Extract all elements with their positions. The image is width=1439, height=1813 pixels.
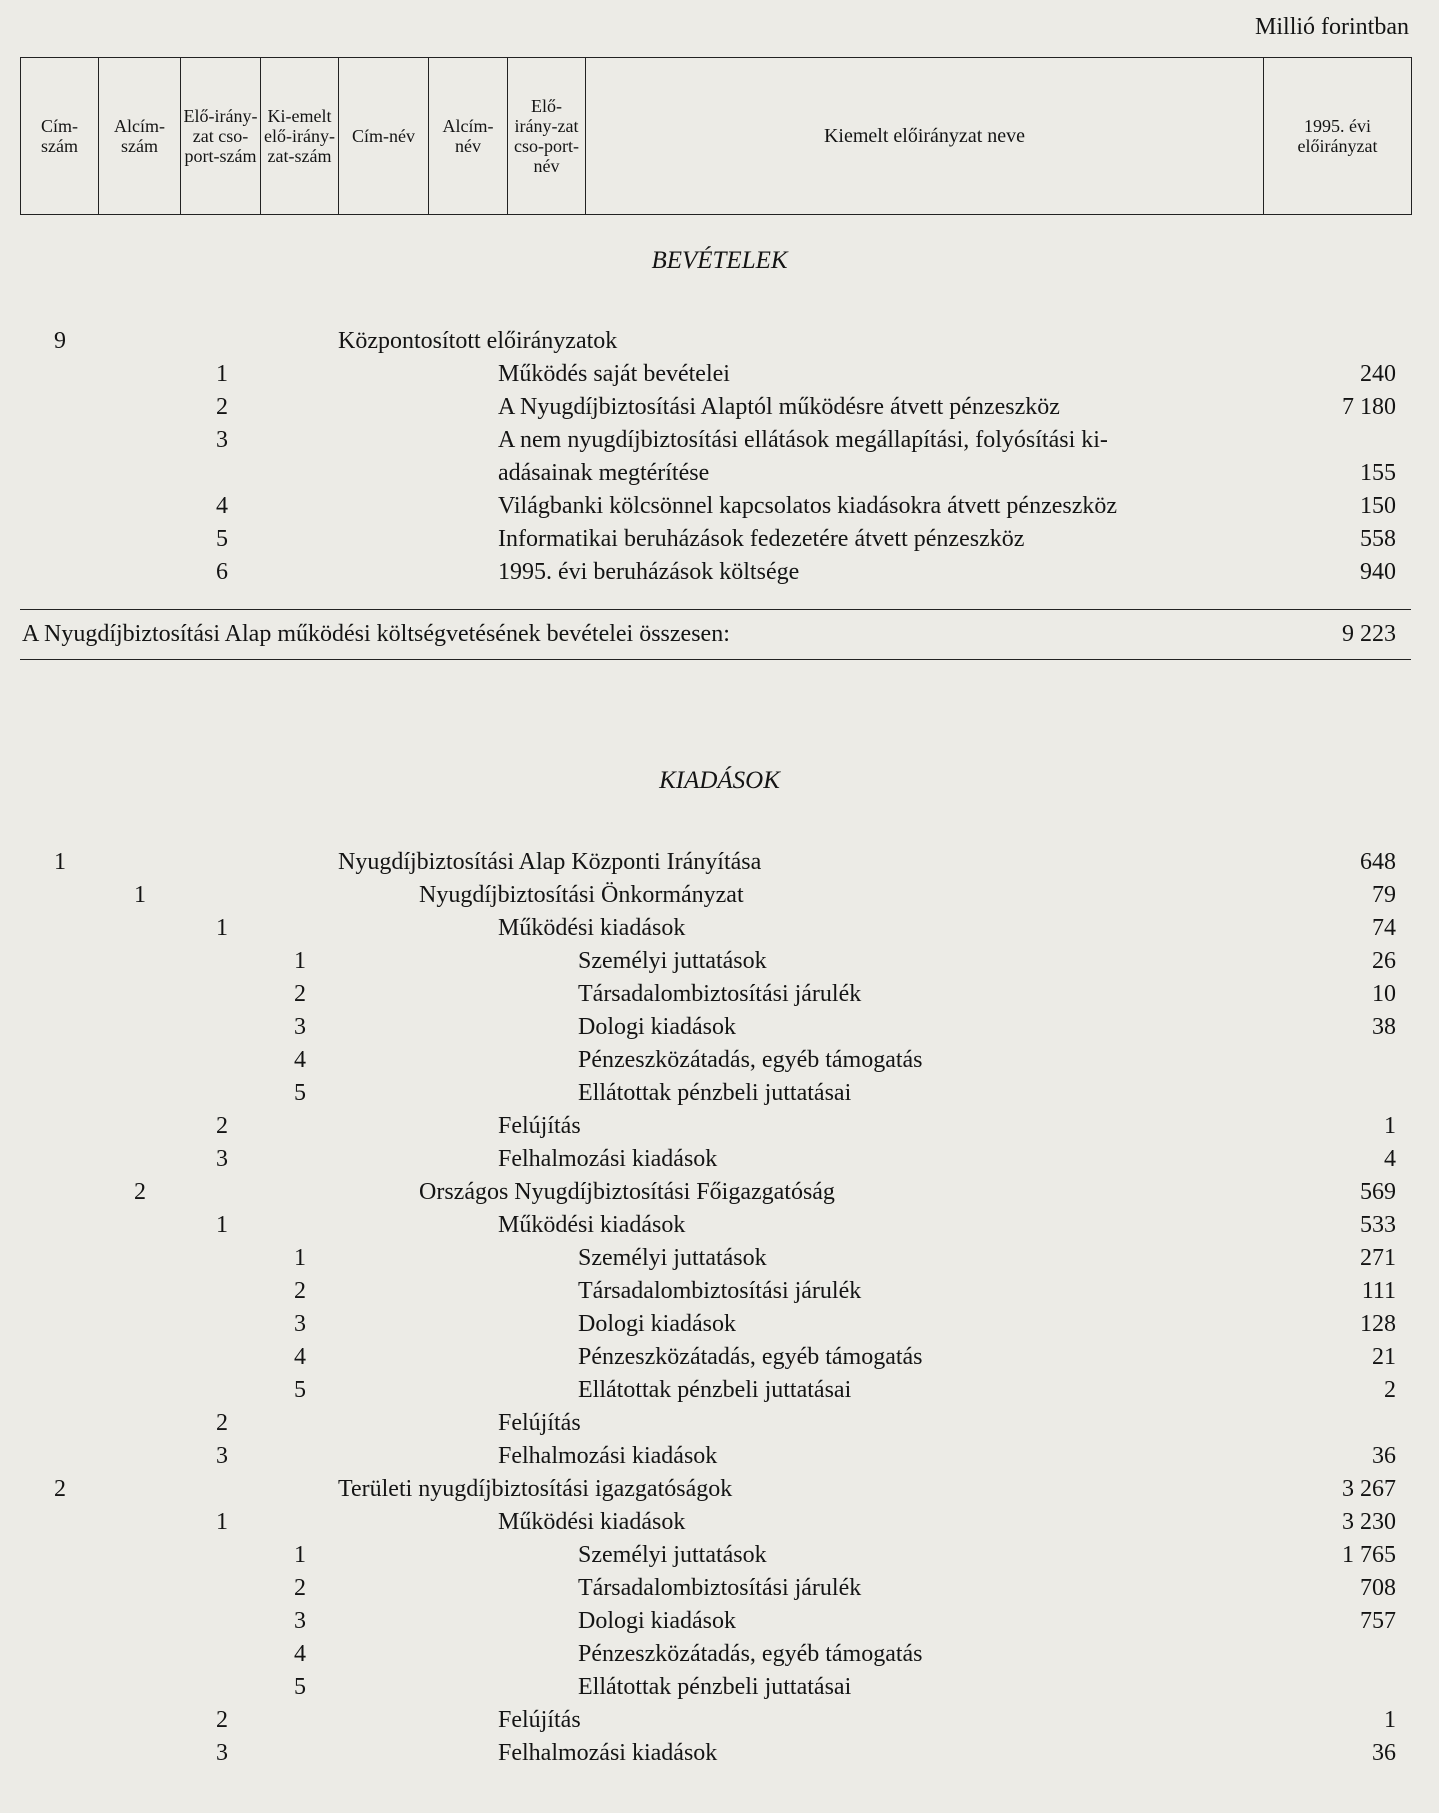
eloiranyzat-csoport-szam: 2 xyxy=(216,1113,228,1139)
table-row xyxy=(0,1473,1439,1506)
header-eloiranyzat-csoport-nev: Elő-irány-zat cso-port-név xyxy=(508,58,586,215)
divider xyxy=(20,609,1411,610)
table-row xyxy=(0,1704,1439,1737)
header-cim-szam: Cím-szám xyxy=(21,58,99,215)
kiemelt-eloiranyzat-szam: 1 xyxy=(294,948,306,974)
cim-szam: 9 xyxy=(54,328,66,354)
table-row xyxy=(0,556,1439,589)
table-row xyxy=(0,978,1439,1011)
table-row xyxy=(0,358,1439,391)
row-name-continuation: adásainak megtérítése xyxy=(498,460,710,486)
kiemelt-eloiranyzat-szam: 5 xyxy=(294,1080,306,1106)
table-row xyxy=(0,1572,1439,1605)
row-value: 1 765 xyxy=(1342,1542,1396,1568)
row-value: 648 xyxy=(1360,849,1396,875)
header-1995-evi-eloiranyzat: 1995. évi előirányzat xyxy=(1264,58,1412,215)
row-name: Működési kiadások xyxy=(498,1509,686,1535)
eloiranyzat-csoport-szam: 4 xyxy=(216,493,228,519)
cim-szam: 2 xyxy=(54,1476,66,1502)
table-row xyxy=(0,1506,1439,1539)
row-value: 3 230 xyxy=(1342,1509,1396,1535)
table-row xyxy=(0,490,1439,523)
table-row xyxy=(0,1638,1439,1671)
kiemelt-eloiranyzat-szam: 5 xyxy=(294,1377,306,1403)
row-name: Felújítás xyxy=(498,1410,581,1436)
row-name: Működési kiadások xyxy=(498,1212,686,1238)
table-row xyxy=(0,1737,1439,1770)
eloiranyzat-csoport-szam: 6 xyxy=(216,559,228,585)
row-value: 271 xyxy=(1360,1245,1396,1271)
eloiranyzat-csoport-szam: 1 xyxy=(216,1509,228,1535)
row-value: 21 xyxy=(1372,1344,1396,1370)
row-value: 2 xyxy=(1384,1377,1396,1403)
row-value: 150 xyxy=(1360,493,1396,519)
row-name: Ellátottak pénzbeli juttatásai xyxy=(578,1674,852,1700)
table-row xyxy=(0,1605,1439,1638)
row-value: 36 xyxy=(1372,1443,1396,1469)
table-row xyxy=(0,325,1439,358)
row-name: Személyi juttatások xyxy=(578,1245,767,1271)
row-name: Társadalombiztosítási járulék xyxy=(578,1575,862,1601)
row-name: Pénzeszközátadás, egyéb támogatás xyxy=(578,1641,923,1667)
kiemelt-eloiranyzat-szam: 2 xyxy=(294,1575,306,1601)
table-row xyxy=(0,1671,1439,1704)
eloiranyzat-csoport-szam: 3 xyxy=(216,1740,228,1766)
alcim-szam: 1 xyxy=(134,882,146,908)
row-value: 940 xyxy=(1360,559,1396,585)
kiemelt-eloiranyzat-szam: 3 xyxy=(294,1311,306,1337)
table-row xyxy=(0,1440,1439,1473)
row-name: Felhalmozási kiadások xyxy=(498,1146,718,1172)
header-cim-nev: Cím-név xyxy=(339,58,429,215)
row-name: Országos Nyugdíjbiztosítási Főigazgatóság xyxy=(419,1179,835,1205)
table-row xyxy=(0,1077,1439,1110)
table-row xyxy=(0,523,1439,556)
alcim-szam: 2 xyxy=(134,1179,146,1205)
kiemelt-eloiranyzat-szam: 2 xyxy=(294,981,306,1007)
row-name: Működési kiadások xyxy=(498,915,686,941)
table-row xyxy=(0,424,1439,457)
row-name: Felújítás xyxy=(498,1707,581,1733)
kiemelt-eloiranyzat-szam: 4 xyxy=(294,1641,306,1667)
table-row xyxy=(0,457,1439,490)
header-kiemelt-eloiranyzat-szam: Ki-emelt elő-irány-zat-szám xyxy=(261,58,339,215)
eloiranyzat-csoport-szam: 3 xyxy=(216,1443,228,1469)
row-name: A Nyugdíjbiztosítási Alaptól működésre átvett pénzeszköz xyxy=(498,394,1060,420)
table-row xyxy=(0,912,1439,945)
table-row xyxy=(0,1407,1439,1440)
row-value: 558 xyxy=(1360,526,1396,552)
eloiranyzat-csoport-szam: 3 xyxy=(216,1146,228,1172)
bevetelek-total-row xyxy=(22,618,1396,651)
table-row xyxy=(0,879,1439,912)
table-row xyxy=(0,1539,1439,1572)
row-name: Pénzeszközátadás, egyéb támogatás xyxy=(578,1344,923,1370)
row-value: 38 xyxy=(1372,1014,1396,1040)
row-name: Felhalmozási kiadások xyxy=(498,1443,718,1469)
row-name: Dologi kiadások xyxy=(578,1608,736,1634)
row-name: Világbanki kölcsönnel kapcsolatos kiadásokra átvett pénzeszköz xyxy=(498,493,1118,519)
kiemelt-eloiranyzat-szam: 2 xyxy=(294,1278,306,1304)
eloiranyzat-csoport-szam: 1 xyxy=(216,1212,228,1238)
kiemelt-eloiranyzat-szam: 1 xyxy=(294,1542,306,1568)
row-value: 10 xyxy=(1372,981,1396,1007)
table-row xyxy=(0,1374,1439,1407)
eloiranyzat-csoport-szam: 1 xyxy=(216,915,228,941)
total-value: 9 223 xyxy=(1342,621,1396,647)
row-name: Informatikai beruházások fedezetére átvett pénzeszköz xyxy=(498,526,1025,552)
row-name: Működés saját bevételei xyxy=(498,361,730,387)
row-value: 757 xyxy=(1360,1608,1396,1634)
row-value: 7 180 xyxy=(1342,394,1396,420)
table-row xyxy=(0,391,1439,424)
row-name: Felújítás xyxy=(498,1113,581,1139)
row-name: Ellátottak pénzbeli juttatásai xyxy=(578,1080,852,1106)
row-name: 1995. évi beruházások költsége xyxy=(498,559,800,585)
row-name: Társadalombiztosítási járulék xyxy=(578,1278,862,1304)
row-value: 1 xyxy=(1384,1113,1396,1139)
row-value: 533 xyxy=(1360,1212,1396,1238)
eloiranyzat-csoport-szam: 2 xyxy=(216,394,228,420)
row-value: 708 xyxy=(1360,1575,1396,1601)
row-name: Társadalombiztosítási járulék xyxy=(578,981,862,1007)
row-name: Személyi juttatások xyxy=(578,1542,767,1568)
cim-szam: 1 xyxy=(54,849,66,875)
row-value: 569 xyxy=(1360,1179,1396,1205)
kiemelt-eloiranyzat-szam: 4 xyxy=(294,1047,306,1073)
eloiranyzat-csoport-szam: 2 xyxy=(216,1707,228,1733)
table-row xyxy=(0,1011,1439,1044)
total-label: A Nyugdíjbiztosítási Alap működési költségvetésének bevételei összesen: xyxy=(22,621,730,647)
table-row xyxy=(0,846,1439,879)
section-title-bevetelek: BEVÉTELEK xyxy=(651,247,788,274)
row-name: Területi nyugdíjbiztosítási igazgatóságok xyxy=(338,1476,733,1502)
table-row xyxy=(0,1308,1439,1341)
table-row xyxy=(0,1044,1439,1077)
table-row xyxy=(0,1110,1439,1143)
row-name: Nyugdíjbiztosítási Önkormányzat xyxy=(419,882,744,908)
table-header xyxy=(20,57,1412,215)
row-value: 36 xyxy=(1372,1740,1396,1766)
row-name: Ellátottak pénzbeli juttatásai xyxy=(578,1377,852,1403)
eloiranyzat-csoport-szam: 5 xyxy=(216,526,228,552)
row-value: 4 xyxy=(1384,1146,1396,1172)
row-name: A nem nyugdíjbiztosítási ellátások megállapítási, folyósítási ki- xyxy=(498,427,1108,453)
table-row xyxy=(0,1242,1439,1275)
header-alcim-nev: Alcím-név xyxy=(429,58,508,215)
section-title-kiadasok: KIADÁSOK xyxy=(659,767,780,794)
eloiranyzat-csoport-szam: 1 xyxy=(216,361,228,387)
eloiranyzat-csoport-szam: 3 xyxy=(216,427,228,453)
row-name: Dologi kiadások xyxy=(578,1014,736,1040)
row-value: 1 xyxy=(1384,1707,1396,1733)
row-value: 3 267 xyxy=(1342,1476,1396,1502)
table-row xyxy=(0,1176,1439,1209)
row-value: 128 xyxy=(1360,1311,1396,1337)
kiemelt-eloiranyzat-szam: 4 xyxy=(294,1344,306,1370)
header-kiemelt-eloiranyzat-neve: Kiemelt előirányzat neve xyxy=(586,58,1264,215)
row-name: Nyugdíjbiztosítási Alap Központi Irányítása xyxy=(338,849,762,875)
row-name: Felhalmozási kiadások xyxy=(498,1740,718,1766)
eloiranyzat-csoport-szam: 2 xyxy=(216,1410,228,1436)
kiemelt-eloiranyzat-szam: 1 xyxy=(294,1245,306,1271)
kiemelt-eloiranyzat-szam: 3 xyxy=(294,1014,306,1040)
row-value: 155 xyxy=(1360,460,1396,486)
row-value: 26 xyxy=(1372,948,1396,974)
divider xyxy=(20,659,1411,660)
row-value: 240 xyxy=(1360,361,1396,387)
table-row xyxy=(0,1209,1439,1242)
row-value: 79 xyxy=(1372,882,1396,908)
row-value: 111 xyxy=(1361,1278,1396,1304)
table-row xyxy=(0,1275,1439,1308)
row-name: Dologi kiadások xyxy=(578,1311,736,1337)
table-row xyxy=(0,1341,1439,1374)
row-name: Személyi juttatások xyxy=(578,948,767,974)
table-row xyxy=(0,945,1439,978)
row-name: Pénzeszközátadás, egyéb támogatás xyxy=(578,1047,923,1073)
header-alcim-szam: Alcím-szám xyxy=(99,58,181,215)
kiemelt-eloiranyzat-szam: 5 xyxy=(294,1674,306,1700)
row-value: 74 xyxy=(1372,915,1396,941)
table-row xyxy=(0,1143,1439,1176)
unit-label: Millió forintban xyxy=(1255,14,1409,40)
header-eloiranyzat-csoport-szam: Elő-irány-zat cso-port-szám xyxy=(181,58,261,215)
kiemelt-eloiranyzat-szam: 3 xyxy=(294,1608,306,1634)
row-name: Központosított előirányzatok xyxy=(338,328,618,354)
